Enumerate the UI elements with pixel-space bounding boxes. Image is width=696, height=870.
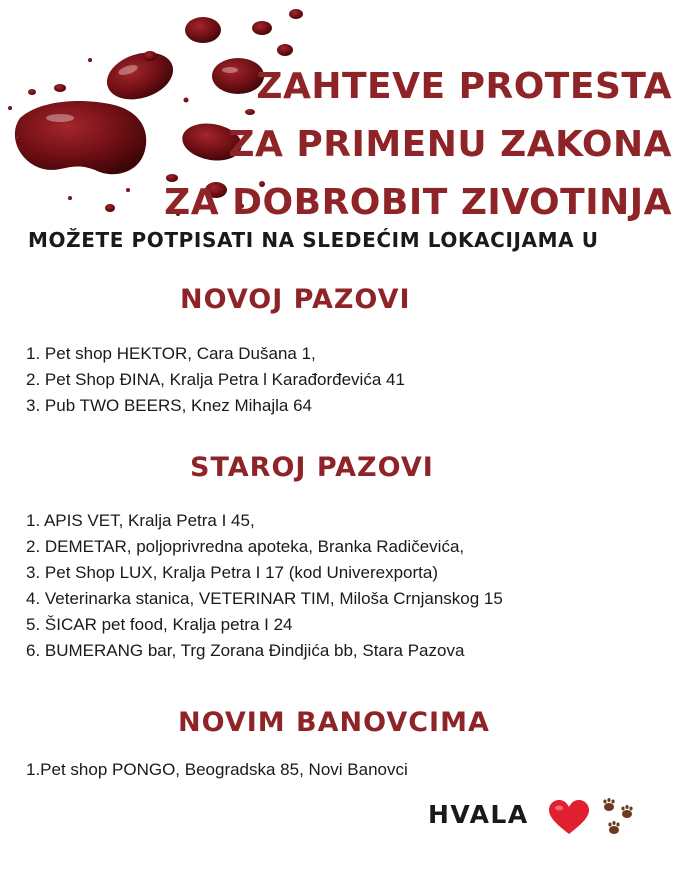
list-item: 3. Pub TWO BEERS, Knez Mihajla 64: [26, 396, 312, 415]
list-item: 6. BUMERANG bar, Trg Zorana Đindjića bb, Stara Pazova: [26, 641, 465, 660]
section-heading-stara-pazova: STAROJ PAZOVI: [190, 452, 434, 483]
list-item: 1.Pet shop PONGO, Beogradska 85, Novi Banovci: [26, 760, 408, 779]
thanks-text: HVALA: [428, 800, 529, 829]
section-heading-novi-banovci: NOVIM BANOVCIMA: [178, 707, 490, 738]
location-list-novi-banovci: [26, 757, 408, 783]
location-list-nova-pazova: [26, 341, 405, 419]
title-line-3: ZA DOBROBIT ZIVOTINJA: [164, 182, 672, 223]
list-item: 2. DEMETAR, poljoprivredna apoteka, Branka Radičevića,: [26, 537, 465, 556]
title-line-2: ZA PRIMENU ZAKONA: [228, 124, 672, 165]
title-line-1: ZAHTEVE PROTESTA: [256, 66, 672, 107]
list-item: 1. APIS VET, Kralja Petra I 45,: [26, 511, 255, 530]
location-list-stara-pazova: [26, 508, 503, 664]
section-heading-nova-pazova: NOVOJ PAZOVI: [180, 284, 411, 315]
list-item: 5. ŠICAR pet food, Kralja petra I 24: [26, 615, 293, 634]
list-item: 3. Pet Shop LUX, Kralja Petra I 17 (kod Univerexporta): [26, 563, 438, 582]
list-item: 1. Pet shop HEKTOR, Cara Dušana 1,: [26, 344, 316, 363]
heart-icon: [548, 800, 590, 836]
page-title: [164, 58, 672, 232]
list-item: 2. Pet Shop ĐINA, Kralja Petra l Karađorđevića 41: [26, 370, 405, 389]
paw-prints-icon: [600, 798, 640, 838]
subtitle: MOŽETE POTPISATI NA SLEDEĆIM LOKACIJAMA U: [28, 228, 599, 252]
list-item: 4. Veterinarka stanica, VETERINAR TIM, Miloša Crnjanskog 15: [26, 589, 503, 608]
